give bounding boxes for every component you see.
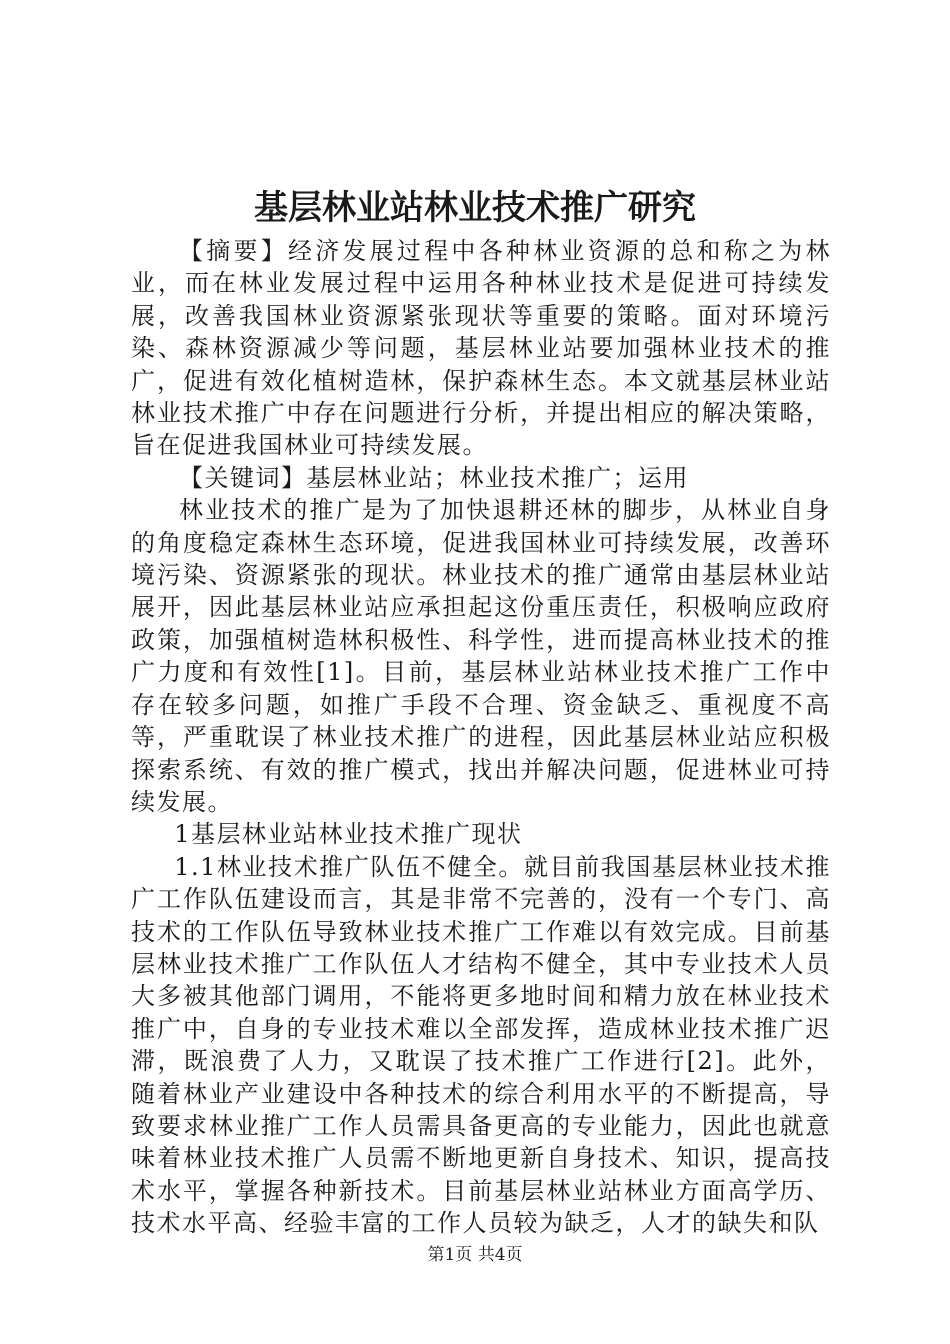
document-title: 基层林业站林业技术推广研究 (254, 188, 696, 228)
section-heading: 1基层林业站林业技术推广现状 (174, 820, 523, 849)
keywords-paragraph: 【关键词】基层林业站；林业技术推广；运用 (179, 463, 689, 492)
intro-paragraph: 林业技术的推广是为了加快退耕还林的脚步，从林业自身的角度稳定森林生态环境，促进我国林业可持续发展，改善环境污染、资源紧张的现状。林业技术的推广通常由基层林业站展开，因此基层林业站应承担起这份重压责任，积极响应政府政策，加强植树造林积极性、科学性，进而提高林业技术的推广力度和有效性[1]。目前，基层林业站林业技术推广工作中存在较多问题，如推广手段不合理、资金缺乏、重视度不高等，严重耽误了林业技术推广的进程，因此基层林业站应积极探索系统、有效的推广模式，找出并解决问题，促进林业可持续发展。 (131, 496, 831, 816)
subsection-paragraph: 1.1林业技术推广队伍不健全。就目前我国基层林业技术推广工作队伍建设而言，其是非常不完善的，没有一个专门、高技术的工作队伍导致林业技术推广工作难以有效完成。目前基层林业技术推广工作队伍人才结构不健全，其中专业技术人员大多被其他部门调用，不能将更多地时间和精力放在林业技术推广中，自身的专业技术难以全部发挥，造成林业技术推广迟滞，既浪费了人力，又耽误了技术推广工作进行[2]。此外，随着林业产业建设中各种技术的综合利用水平的不断提高，导致要求林业推广工作人员需具备更高的专业能力，因此也就意味着林业技术推广人员需不断地更新自身技术、知识，提高技术水平，掌握各种新技术。目前基层林业站林业方面高学历、技术水平高、经验丰富的工作人员较为缺乏，人才的缺失和队 (131, 852, 831, 1238)
abstract-paragraph: 【摘要】经济发展过程中各种林业资源的总和称之为林业，而在林业发展过程中运用各种林业技术是促进可持续发展，改善我国林业资源紧张现状等重要的策略。面对环境污染、森林资源减少等问题，基层林业站要加强林业技术的推广，促进有效化植树造林，保护森林生态。本文就基层林业站林业技术推广中存在问题进行分析，并提出相应的解决策略，旨在促进我国林业可持续发展。 (131, 237, 831, 460)
document-body (131, 235, 831, 1240)
page-number-label: 第1页 共4页 (427, 1245, 523, 1265)
page-number-footer (0, 1244, 950, 1266)
